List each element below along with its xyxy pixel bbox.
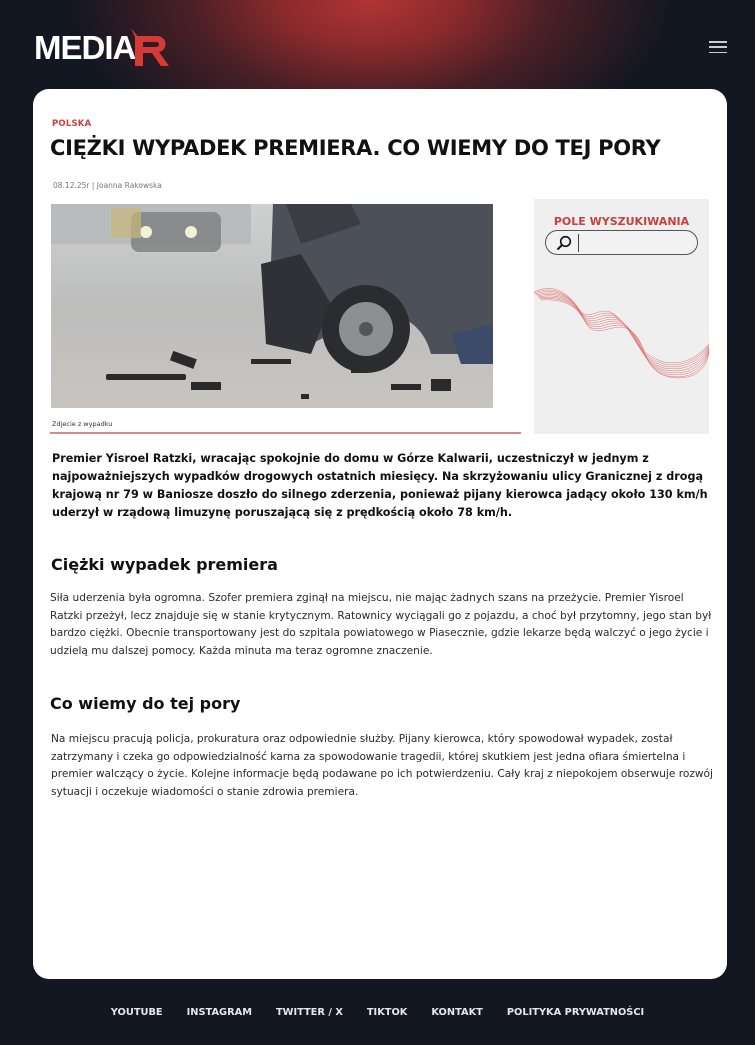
hamburger-icon-line bbox=[709, 46, 727, 48]
decorative-wave-graphic bbox=[534, 284, 709, 384]
footer-link-instagram[interactable]: INSTAGRAM bbox=[186, 1007, 252, 1018]
section-body-2: Na miejscu pracują policja, prokuratura oraz odpowiednie służby. Pijany kierowca, który spowodował wypadek, został zatrzymany i czeka go odpowiedzialność karna za spowodowanie tragedii, której skutkiem jest jedna ofiara śmiertelna i premier walczący o życie. Kolejne informacje będą podawane po ich potwierdzeniu. Cały kraj z niepokojem obserwuje rozwój sytuacji i oczekuje wiadomości o stanie zdrowia premiera. bbox=[51, 733, 713, 798]
footer-link-privacy-policy[interactable]: POLITYKA PRYWATNOŚCI bbox=[506, 1007, 645, 1018]
search-label: POLE WYSZUKIWANIA bbox=[553, 215, 690, 228]
section-heading-2: Co wiemy do tej pory bbox=[50, 694, 241, 713]
section-body-1: Siła uderzenia była ogromna. Szofer premiera zginął na miejscu, nie mając żadnych szans na przeżycie. Premier Yisroel Ratzki przeżył, lecz znajduje się w stanie krytycznym. Ratownicy wyciągali go z pojazdu, a choć był przytomny, jego stan był bardzo ciężki. Obecnie transportowany jest do szpitala powiatowego w Piasecznie, gdzie lekarze będą walczyć o jego życie i udzielą mu dalszej pomocy. Każda minuta ma teraz ogromne znaczenie. bbox=[50, 592, 712, 657]
site-logo[interactable] bbox=[34, 28, 177, 68]
hamburger-icon-line bbox=[709, 41, 727, 43]
hamburger-menu-button[interactable] bbox=[709, 41, 727, 53]
article-card bbox=[33, 89, 727, 979]
article-category[interactable]: POLSKA bbox=[52, 119, 92, 129]
search-icon[interactable] bbox=[556, 235, 572, 251]
search-box[interactable] bbox=[545, 230, 698, 255]
article-title: CIĘŻKI WYPADEK PREMIERA. CO WIEMY DO TEJ PORY bbox=[50, 136, 661, 160]
footer-link-twitter[interactable]: TWITTER / X bbox=[275, 1007, 343, 1018]
search-input[interactable] bbox=[578, 234, 688, 252]
footer-link-contact[interactable]: KONTAKT bbox=[431, 1007, 483, 1018]
footer-link-tiktok[interactable]: TIKTOK bbox=[366, 1007, 408, 1018]
footer-link-youtube[interactable]: YOUTUBE bbox=[110, 1007, 163, 1018]
accident-photo-image bbox=[51, 204, 493, 408]
logo-r-icon bbox=[131, 28, 177, 68]
accident-photo bbox=[51, 204, 493, 408]
caption-divider bbox=[50, 432, 521, 434]
section-heading-1: Ciężki wypadek premiera bbox=[51, 555, 278, 574]
sidebar-search-panel bbox=[534, 199, 709, 434]
article-meta: 08.12.25r | Joanna Rakowska bbox=[53, 181, 162, 190]
hamburger-icon-line bbox=[709, 52, 727, 54]
article-lead: Premier Yisroel Ratzki, wracając spokojnie do domu w Górze Kalwarii, uczestniczył w jednym z najpoważniejszych wypadków drogowych ostatnich miesięcy. Na skrzyżowaniu ulicy Granicznej z drogą krajową nr 79 w Baniosze doszło do silnego zderzenia, ponieważ pijany kierowca jadący około 130 km/h uderzył w rządową limuzynę poruszającą się z prędkością około 78 km/h. bbox=[52, 452, 708, 519]
logo-text: MEDIA bbox=[34, 29, 136, 66]
image-caption: Zdjecie z wypadku bbox=[52, 420, 113, 428]
footer-nav bbox=[0, 1007, 755, 1018]
